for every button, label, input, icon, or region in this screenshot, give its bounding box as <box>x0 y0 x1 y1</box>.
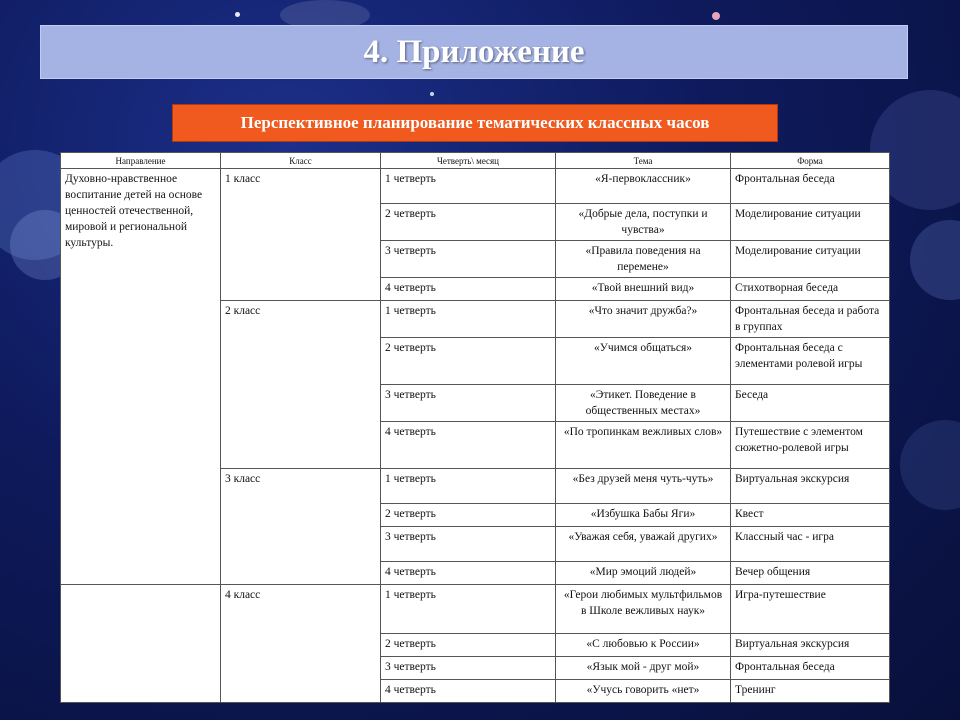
table-row <box>61 585 890 634</box>
header-form: Форма <box>731 153 890 169</box>
form-cell: Моделирование ситуации <box>731 204 890 241</box>
theme-cell: «Этикет. Поведение в общественных местах» <box>556 385 731 422</box>
form-cell: Игра-путешествие <box>731 585 890 634</box>
class-cell: 2 класс <box>221 301 381 469</box>
slide-subtitle-banner <box>172 104 778 142</box>
planning-table-container <box>60 152 889 703</box>
form-cell: Тренинг <box>731 680 890 703</box>
theme-cell: «Герои любимых мультфильмов в Школе вежливых наук» <box>556 585 731 634</box>
class-cell: 4 класс <box>221 585 381 703</box>
quarter-cell: 4 четверть <box>381 562 556 585</box>
quarter-cell: 1 четверть <box>381 169 556 204</box>
theme-cell: «Язык мой - друг мой» <box>556 657 731 680</box>
quarter-cell: 3 четверть <box>381 385 556 422</box>
planning-table <box>60 152 890 703</box>
header-theme: Тема <box>556 153 731 169</box>
form-cell: Виртуальная экскурсия <box>731 469 890 504</box>
theme-cell: «Мир эмоций людей» <box>556 562 731 585</box>
theme-cell: «Я-первоклассник» <box>556 169 731 204</box>
bokeh-light <box>235 12 240 17</box>
quarter-cell: 1 четверть <box>381 469 556 504</box>
form-cell: Моделирование ситуации <box>731 241 890 278</box>
form-cell: Виртуальная экскурсия <box>731 634 890 657</box>
form-cell: Фронтальная беседа <box>731 657 890 680</box>
theme-cell: «Учимся общаться» <box>556 338 731 385</box>
form-cell: Путешествие с элементом сюжетно-ролевой игры <box>731 422 890 469</box>
quarter-cell: 2 четверть <box>381 634 556 657</box>
direction-cell-empty <box>61 585 221 703</box>
quarter-cell: 3 четверть <box>381 527 556 562</box>
form-cell: Фронтальная беседа <box>731 169 890 204</box>
theme-cell: «Что значит дружба?» <box>556 301 731 338</box>
slide-title-bar <box>40 25 908 79</box>
bokeh-light <box>900 420 960 510</box>
theme-cell: «Учусь говорить «нет» <box>556 680 731 703</box>
theme-cell: «По тропинкам вежливых слов» <box>556 422 731 469</box>
header-class: Класс <box>221 153 381 169</box>
quarter-cell: 3 четверть <box>381 657 556 680</box>
form-cell: Фронтальная беседа с элементами ролевой игры <box>731 338 890 385</box>
theme-cell: «Избушка Бабы Яги» <box>556 504 731 527</box>
table-row <box>61 169 890 204</box>
form-cell: Фронтальная беседа и работа в группах <box>731 301 890 338</box>
form-cell: Квест <box>731 504 890 527</box>
direction-cell: Духовно-нравственное воспитание детей на основе ценностей отечественной, мировой и региональной культуры. <box>61 169 221 585</box>
form-cell: Стихотворная беседа <box>731 278 890 301</box>
quarter-cell: 4 четверть <box>381 680 556 703</box>
theme-cell: «Твой внешний вид» <box>556 278 731 301</box>
quarter-cell: 1 четверть <box>381 301 556 338</box>
theme-cell: «Добрые дела, поступки и чувства» <box>556 204 731 241</box>
bokeh-light <box>910 220 960 300</box>
table-header-row <box>61 153 890 169</box>
quarter-cell: 4 четверть <box>381 278 556 301</box>
header-quarter: Четверть\ месяц <box>381 153 556 169</box>
theme-cell: «С любовью к России» <box>556 634 731 657</box>
header-direction: Направление <box>61 153 221 169</box>
quarter-cell: 4 четверть <box>381 422 556 469</box>
quarter-cell: 2 четверть <box>381 504 556 527</box>
bokeh-light <box>430 92 434 96</box>
form-cell: Вечер общения <box>731 562 890 585</box>
theme-cell: «Уважая себя, уважай других» <box>556 527 731 562</box>
quarter-cell: 2 четверть <box>381 204 556 241</box>
class-cell: 3 класс <box>221 469 381 585</box>
theme-cell: «Правила поведения на перемене» <box>556 241 731 278</box>
quarter-cell: 1 четверть <box>381 585 556 634</box>
quarter-cell: 2 четверть <box>381 338 556 385</box>
theme-cell: «Без друзей меня чуть-чуть» <box>556 469 731 504</box>
quarter-cell: 3 четверть <box>381 241 556 278</box>
class-cell: 1 класс <box>221 169 381 301</box>
slide-title: 4. Приложение <box>363 33 585 70</box>
slide-subtitle: Перспективное планирование тематических классных часов <box>240 113 710 132</box>
bokeh-light <box>712 12 720 20</box>
form-cell: Беседа <box>731 385 890 422</box>
form-cell: Классный час - игра <box>731 527 890 562</box>
